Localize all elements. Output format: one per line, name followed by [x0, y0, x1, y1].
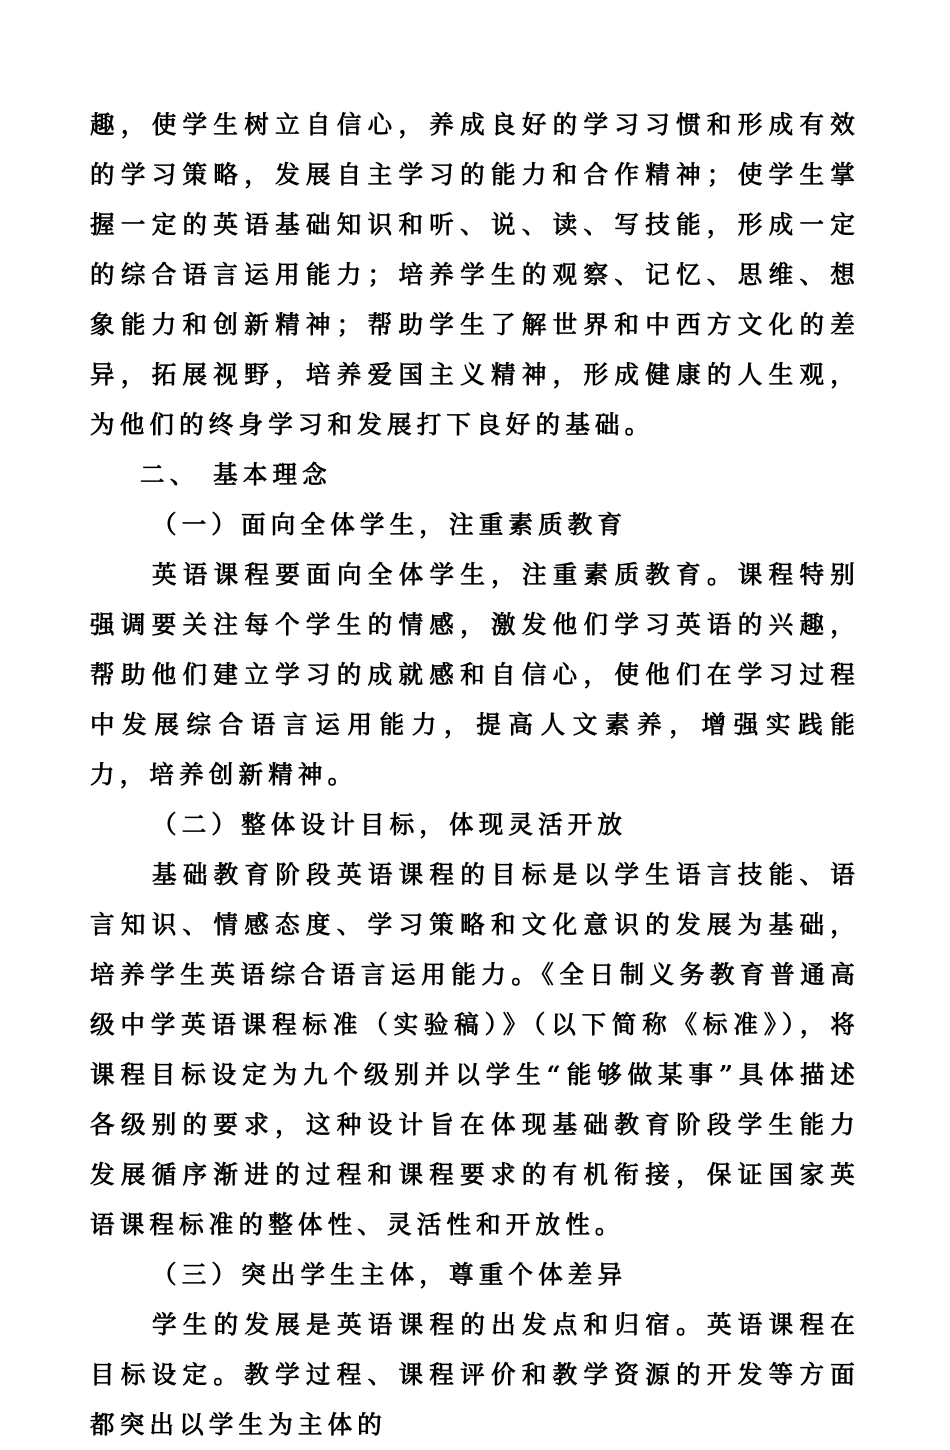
section-heading: 二、 基本理念	[140, 460, 332, 489]
subsection-paragraph-1: 英语课程要面向全体学生，注重素质教育。课程特别强调要关注每个学生的情感，激发他们学习英语的兴趣，帮助他们建立学习的成就感和自信心，使他们在学习过程中发展综合语言运用能力，提高人文素养，增强实践能力，培养创新精神。	[90, 560, 860, 789]
subsection-paragraph-2: 基础教育阶段英语课程的目标是以学生语言技能、语言知识、情感态度、学习策略和文化意识的发展为基础，培养学生英语综合语言运用能力。《全日制义务教育普通高级中学英语课程标准（实验稿）》（以下简称《标准》），将课程目标设定为九个级别并以学生“能够做某事”具体描述各级别的要求，这种设计旨在体现基础教育阶段学生能力发展循序渐进的过程和课程要求的有机衔接，保证国家英语课程标准的整体性、灵活性和开放性。	[90, 860, 860, 1239]
subsection-heading-3: （三）突出学生主体，尊重个体差异	[152, 1260, 628, 1289]
subsection-paragraph-3: 学生的发展是英语课程的出发点和归宿。英语课程在目标设定。教学过程、课程评价和教学资源的开发等方面都突出以学生为主体的	[90, 1310, 860, 1439]
subsection-heading-2: （二）整体设计目标，体现灵活开放	[152, 810, 628, 839]
document-page	[90, 100, 860, 1450]
subsection-heading-1: （一）面向全体学生，注重素质教育	[152, 510, 628, 539]
continued-paragraph: 趣，使学生树立自信心，养成良好的学习习惯和形成有效的学习策略，发展自主学习的能力和合作精神；使学生掌握一定的英语基础知识和听、说、读、写技能，形成一定的综合语言运用能力；培养学生的观察、记忆、思维、想象能力和创新精神；帮助学生了解世界和中西方文化的差异，拓展视野，培养爱国主义精神，形成健康的人生观，为他们的终身学习和发展打下良好的基础。	[90, 110, 860, 439]
